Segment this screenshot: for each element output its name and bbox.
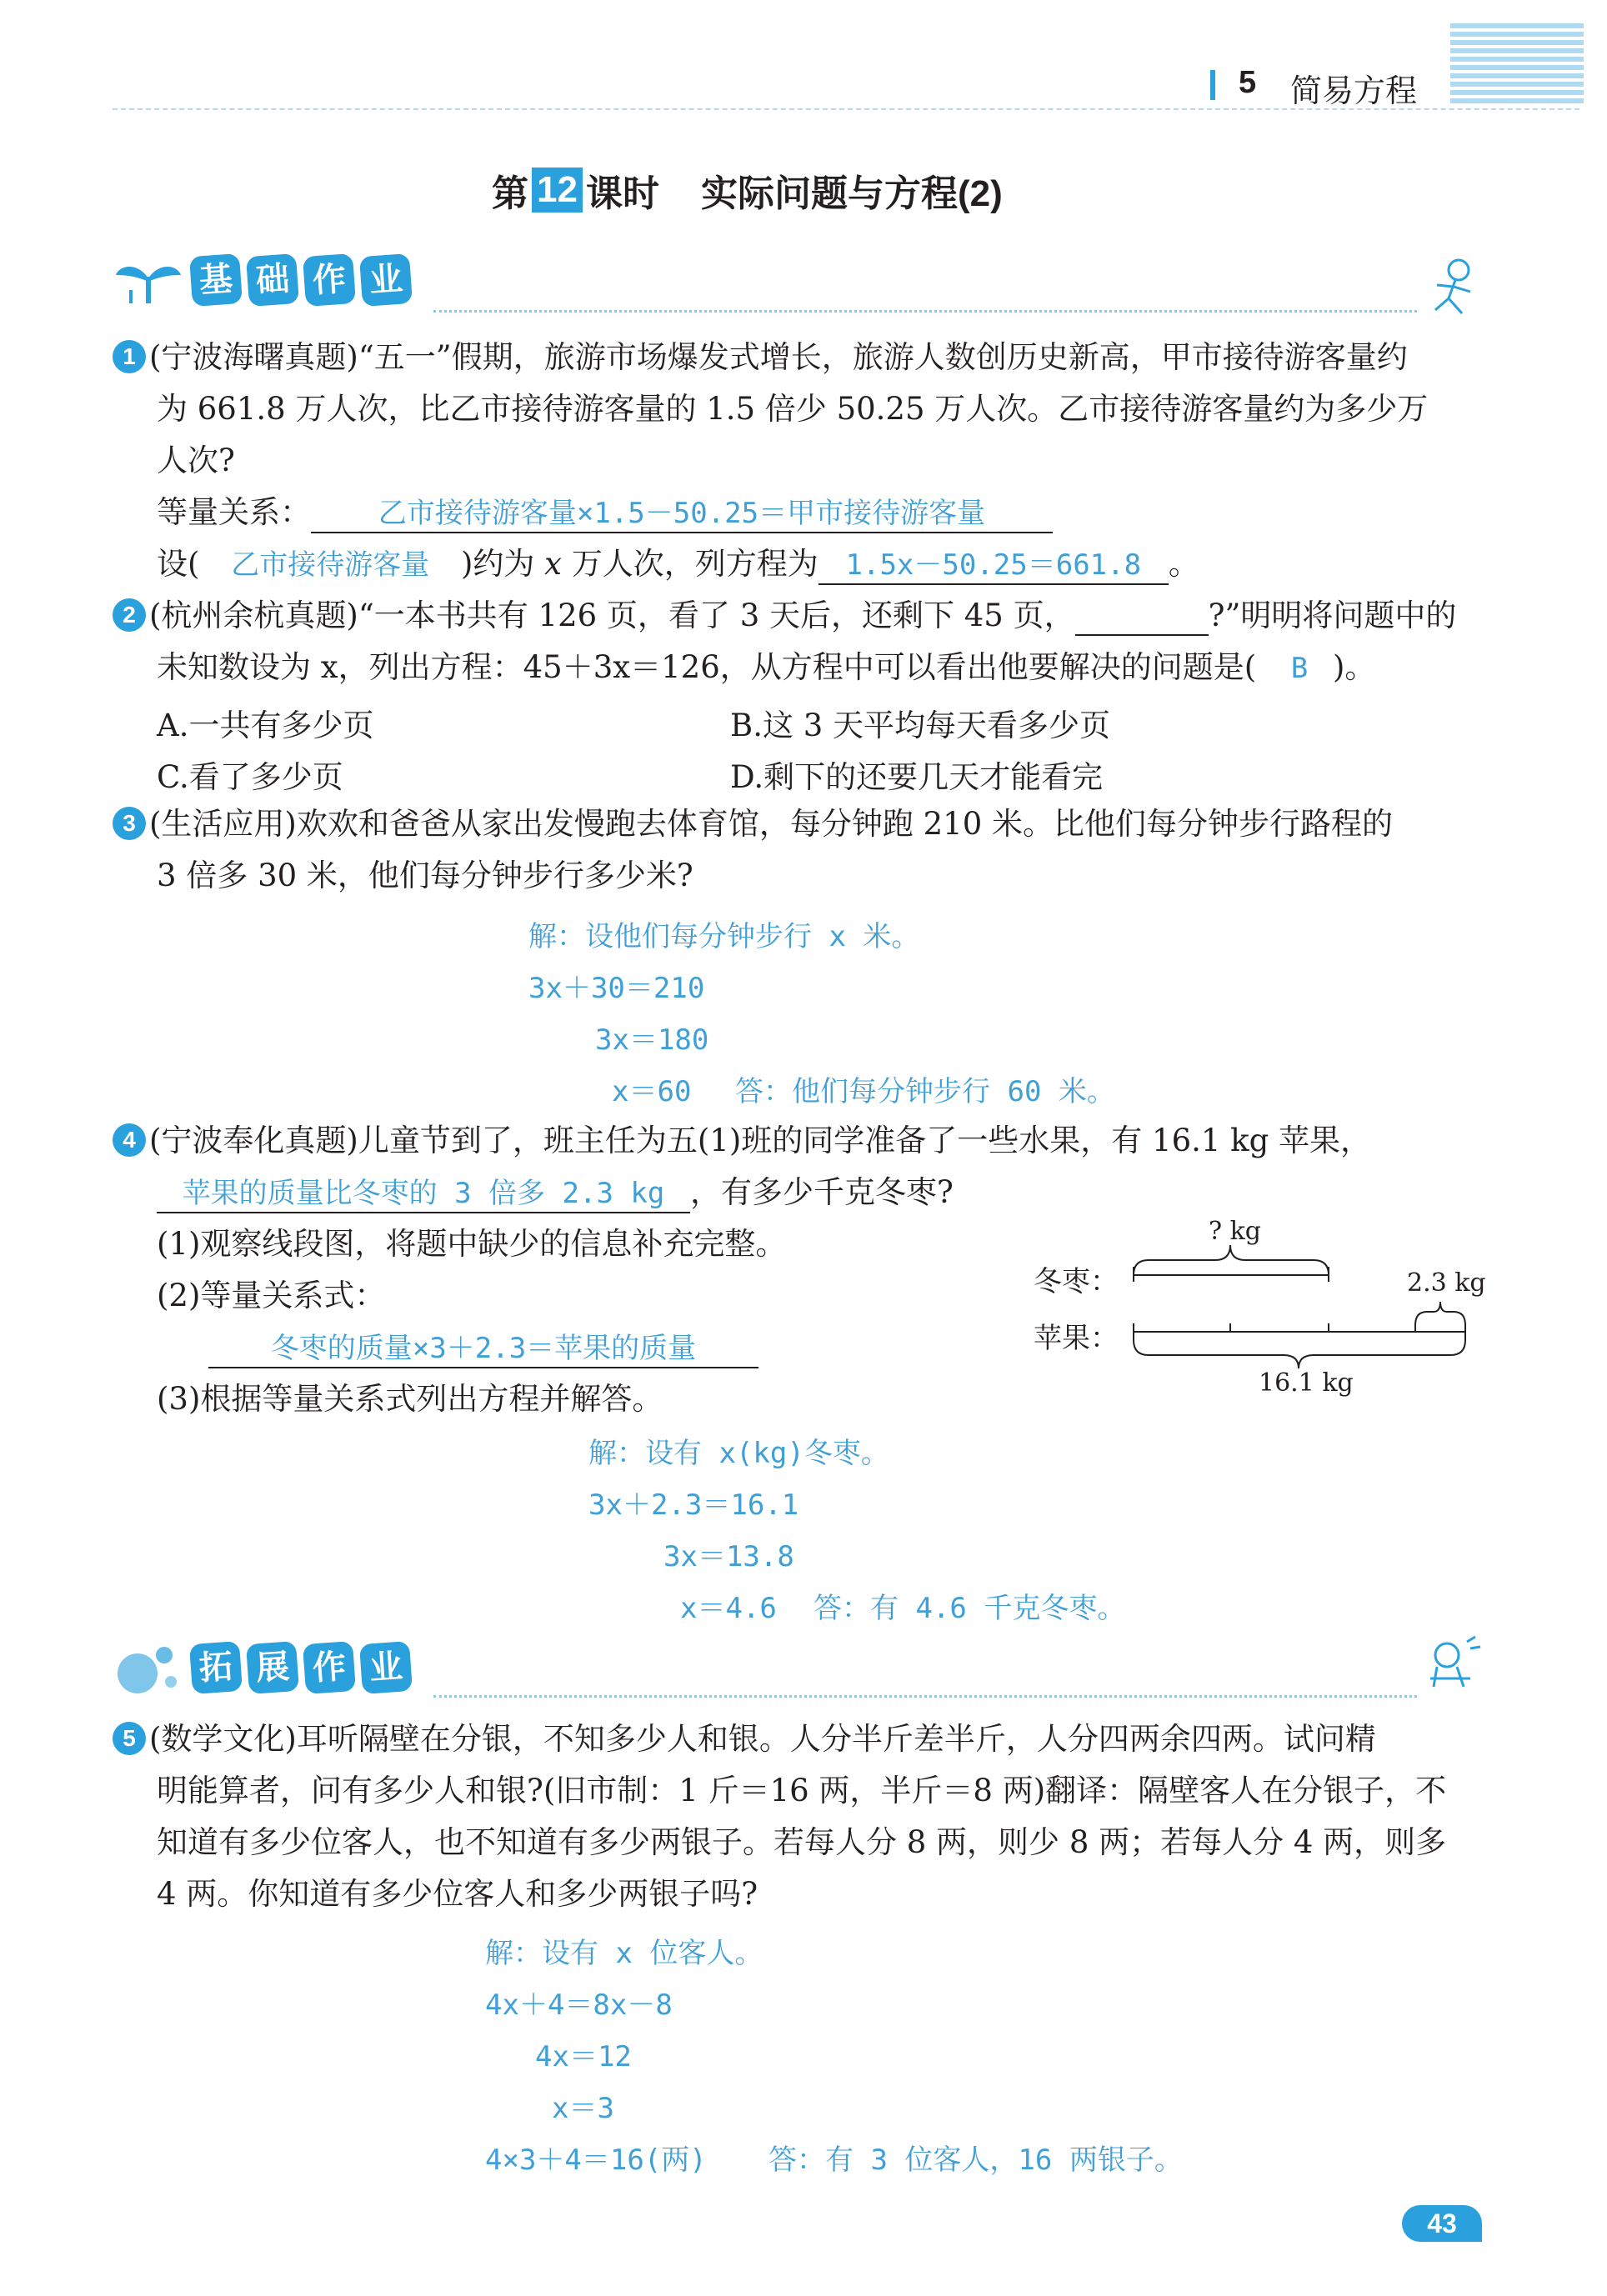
q4-answer: 答：有 4.6 千克冬枣。 [814, 1592, 1126, 1625]
q5-solution-2: 4x＋4＝8x－8 [485, 1988, 673, 2022]
diagram-unknown-label: ? kg [1209, 1217, 1262, 1246]
q5-solution-3: 4x＝12 [535, 2040, 632, 2073]
q2-answer[interactable]: B [1290, 652, 1309, 685]
section-ext-dotline [433, 1695, 1417, 1698]
q2-option-d[interactable]: D.剩下的还要几天才能看完 [730, 759, 1104, 795]
q4-solution-1: 解：设有 x(kg)冬枣。 [588, 1437, 889, 1470]
q1-set-var: x [544, 546, 563, 582]
section-basic-chars [191, 255, 418, 305]
header-decoration-stripes [1450, 23, 1584, 103]
section-ext-char: 业 [359, 1641, 413, 1694]
q5-line2: 明能算者，问有多少人和银?(旧市制：1 斤＝16 两，半斤＝8 两)翻译：隔壁客人在分银子，不 [157, 1773, 1447, 1808]
diagram-total-label: 16.1 kg [1259, 1368, 1354, 1398]
sprout-icon [113, 257, 184, 303]
q5-text-1: (数学文化)耳听隔壁在分银，不知多少人和银。人分半斤差半斤，人分四两余四两。试问精 [149, 1721, 1376, 1757]
diagram-label-apple: 苹果： [1034, 1322, 1119, 1355]
q3-line1 [113, 798, 1393, 850]
q1-line2: 为 661.8 万人次，比乙市接待游客量的 1.5 倍少 50.25 万人次。乙市接待游客量约为多少万 [157, 391, 1429, 427]
section-basic-char: 业 [359, 253, 413, 307]
section-basic-dotline [433, 310, 1417, 313]
q2-option-b[interactable]: B.这 3 天平均每天看多少页 [730, 708, 1111, 743]
chapter-title: 简易方程 [1290, 74, 1418, 109]
q5-solution-1: 解：设有 x 位客人。 [485, 1937, 763, 1970]
q1-set-prefix: 设( [157, 546, 200, 582]
q1-set-mid2: 万人次，列方程为 [571, 546, 819, 582]
q5-line1 [113, 1713, 1376, 1765]
q4-line1 [113, 1115, 1371, 1167]
q2-text-1-end: ?”明明将问题中的 [1208, 598, 1457, 633]
q1-number-badge: 1 [113, 340, 146, 373]
q1-line3: 人次? [157, 443, 235, 478]
page-number: 43 [1427, 2208, 1457, 2238]
q1-set-end: 。 [1168, 546, 1199, 582]
q1-equation-answer[interactable]: 1.5x－50.25＝661.8 [819, 547, 1169, 585]
q4-number-badge: 4 [113, 1123, 146, 1157]
q2-option-a[interactable]: A.一共有多少页 [157, 708, 374, 743]
page-number-badge [1402, 2205, 1482, 2242]
q4-line2 [157, 1167, 954, 1218]
diagram-extra-label: 2.3 kg [1407, 1268, 1486, 1298]
q5-solution-4: x＝3 [552, 2092, 614, 2125]
section-basic-char: 作 [303, 253, 356, 307]
section-basic-char: 基 [189, 253, 243, 307]
q4-sub3: (3)根据等量关系式列出方程并解答。 [157, 1381, 663, 1417]
q1-relation-answer[interactable]: 乙市接待游客量×1.5－50.25＝甲市接待游客量 [311, 495, 1053, 533]
q4-segment-diagram [1034, 1217, 1500, 1408]
q4-solution-2: 3x＋2.3＝16.1 [588, 1488, 799, 1522]
q5-solution-5: 4×3＋4＝16(两) [485, 2143, 707, 2177]
q5-answer: 答：有 3 位客人，16 两银子。 [768, 2143, 1183, 2177]
section-ext-char: 展 [246, 1641, 299, 1694]
q3-solution-4: x＝60 [612, 1075, 692, 1108]
q1-relation-label: 等量关系： [157, 494, 311, 530]
q2-text-1: (杭州余杭真题)“一本书共有 126 页，看了 3 天后，还剩下 45 页， [149, 598, 1075, 633]
q2-number-badge: 2 [113, 598, 146, 632]
section-ext-chars [191, 1643, 418, 1693]
q1-line1 [113, 332, 1408, 383]
q4-sub2: (2)等量关系式： [157, 1278, 386, 1313]
q3-text-1: (生活应用)欢欢和爸爸从家出发慢跑去体育馆，每分钟跑 210 米。比他们每分钟步行路程的 [149, 806, 1394, 842]
section-ext-char: 作 [303, 1641, 356, 1694]
q1-set-mid: )约为 [460, 546, 535, 582]
q1-text-1: (宁波海曙真题)“五一”假期，旅游市场爆发式增长，旅游人数创历史新高，甲市接待游客量约 [149, 339, 1408, 375]
q5-line4: 4 两。你知道有多少位客人和多少两银子吗? [157, 1876, 758, 1912]
lesson-topic: 实际问题与方程(2) [700, 173, 1003, 214]
q3-solution-3: 3x＝180 [595, 1023, 709, 1057]
section-ext-char: 拓 [189, 1641, 243, 1694]
q5-line3: 知道有多少位客人，也不知道有多少两银子。若每人分 8 两，则少 8 两；若每人分 4 两，则多 [157, 1824, 1447, 1860]
running-kid-icon [1417, 255, 1484, 322]
lesson-number-badge: 12 [532, 168, 583, 213]
q2-line2 [157, 642, 1375, 694]
q3-line2: 3 倍多 30 米，他们每分钟步行多少米? [157, 858, 693, 893]
section-basic-banner [113, 255, 418, 305]
q2-text-2: 未知数设为 x，列出方程：45＋3x＝126，从方程中可以看出他要解决的问题是( [157, 649, 1257, 685]
header-bar-accent [1210, 70, 1215, 100]
bubbles-icon [113, 1638, 184, 1697]
q2-text-2-end: )。 [1332, 649, 1376, 685]
q4-solution-3: 3x＝13.8 [663, 1540, 794, 1573]
q3-solution-1: 解：设他们每分钟步行 x 米。 [528, 920, 920, 953]
thinking-kid-icon [1417, 1633, 1484, 1700]
q2-blank[interactable] [1075, 598, 1209, 636]
chapter-number: 5 [1239, 65, 1257, 100]
lesson-title [492, 163, 1003, 217]
q4-sub1: (1)观察线段图，将题中缺少的信息补充完整。 [157, 1226, 787, 1262]
q4-text-1: (宁波奉化真题)儿童节到了，班主任为五(1)班的同学准备了一些水果，有 16.1 kg 苹果， [149, 1123, 1372, 1158]
q1-relation [157, 487, 1053, 538]
q1-set-answer[interactable]: 乙市接待游客量 [231, 548, 430, 582]
q4-solution-4: x＝4.6 [680, 1592, 777, 1625]
q1-setup [157, 538, 1199, 591]
q2-option-c[interactable]: C.看了多少页 [157, 759, 343, 795]
lesson-prefix: 第 [492, 173, 528, 214]
q3-solution-2: 3x＋30＝210 [528, 972, 705, 1005]
section-ext-banner [113, 1638, 418, 1697]
lesson-suffix: 课时 [585, 173, 659, 214]
q3-answer: 答：他们每分钟步行 60 米。 [735, 1075, 1115, 1108]
q2-line1 [113, 590, 1456, 642]
diagram-label-dongzao: 冬枣： [1034, 1265, 1119, 1298]
q4-text-2-end: ，有多少千克冬枣? [690, 1174, 954, 1210]
q5-number-badge: 5 [113, 1722, 146, 1755]
q4-fill-answer[interactable]: 苹果的质量比冬枣的 3 倍多 2.3 kg [157, 1175, 690, 1213]
q4-relation-answer[interactable]: 冬枣的质量×3＋2.3＝苹果的质量 [208, 1330, 758, 1368]
section-basic-char: 础 [246, 253, 299, 307]
q4-relation-line [208, 1322, 758, 1373]
q3-number-badge: 3 [113, 807, 146, 840]
